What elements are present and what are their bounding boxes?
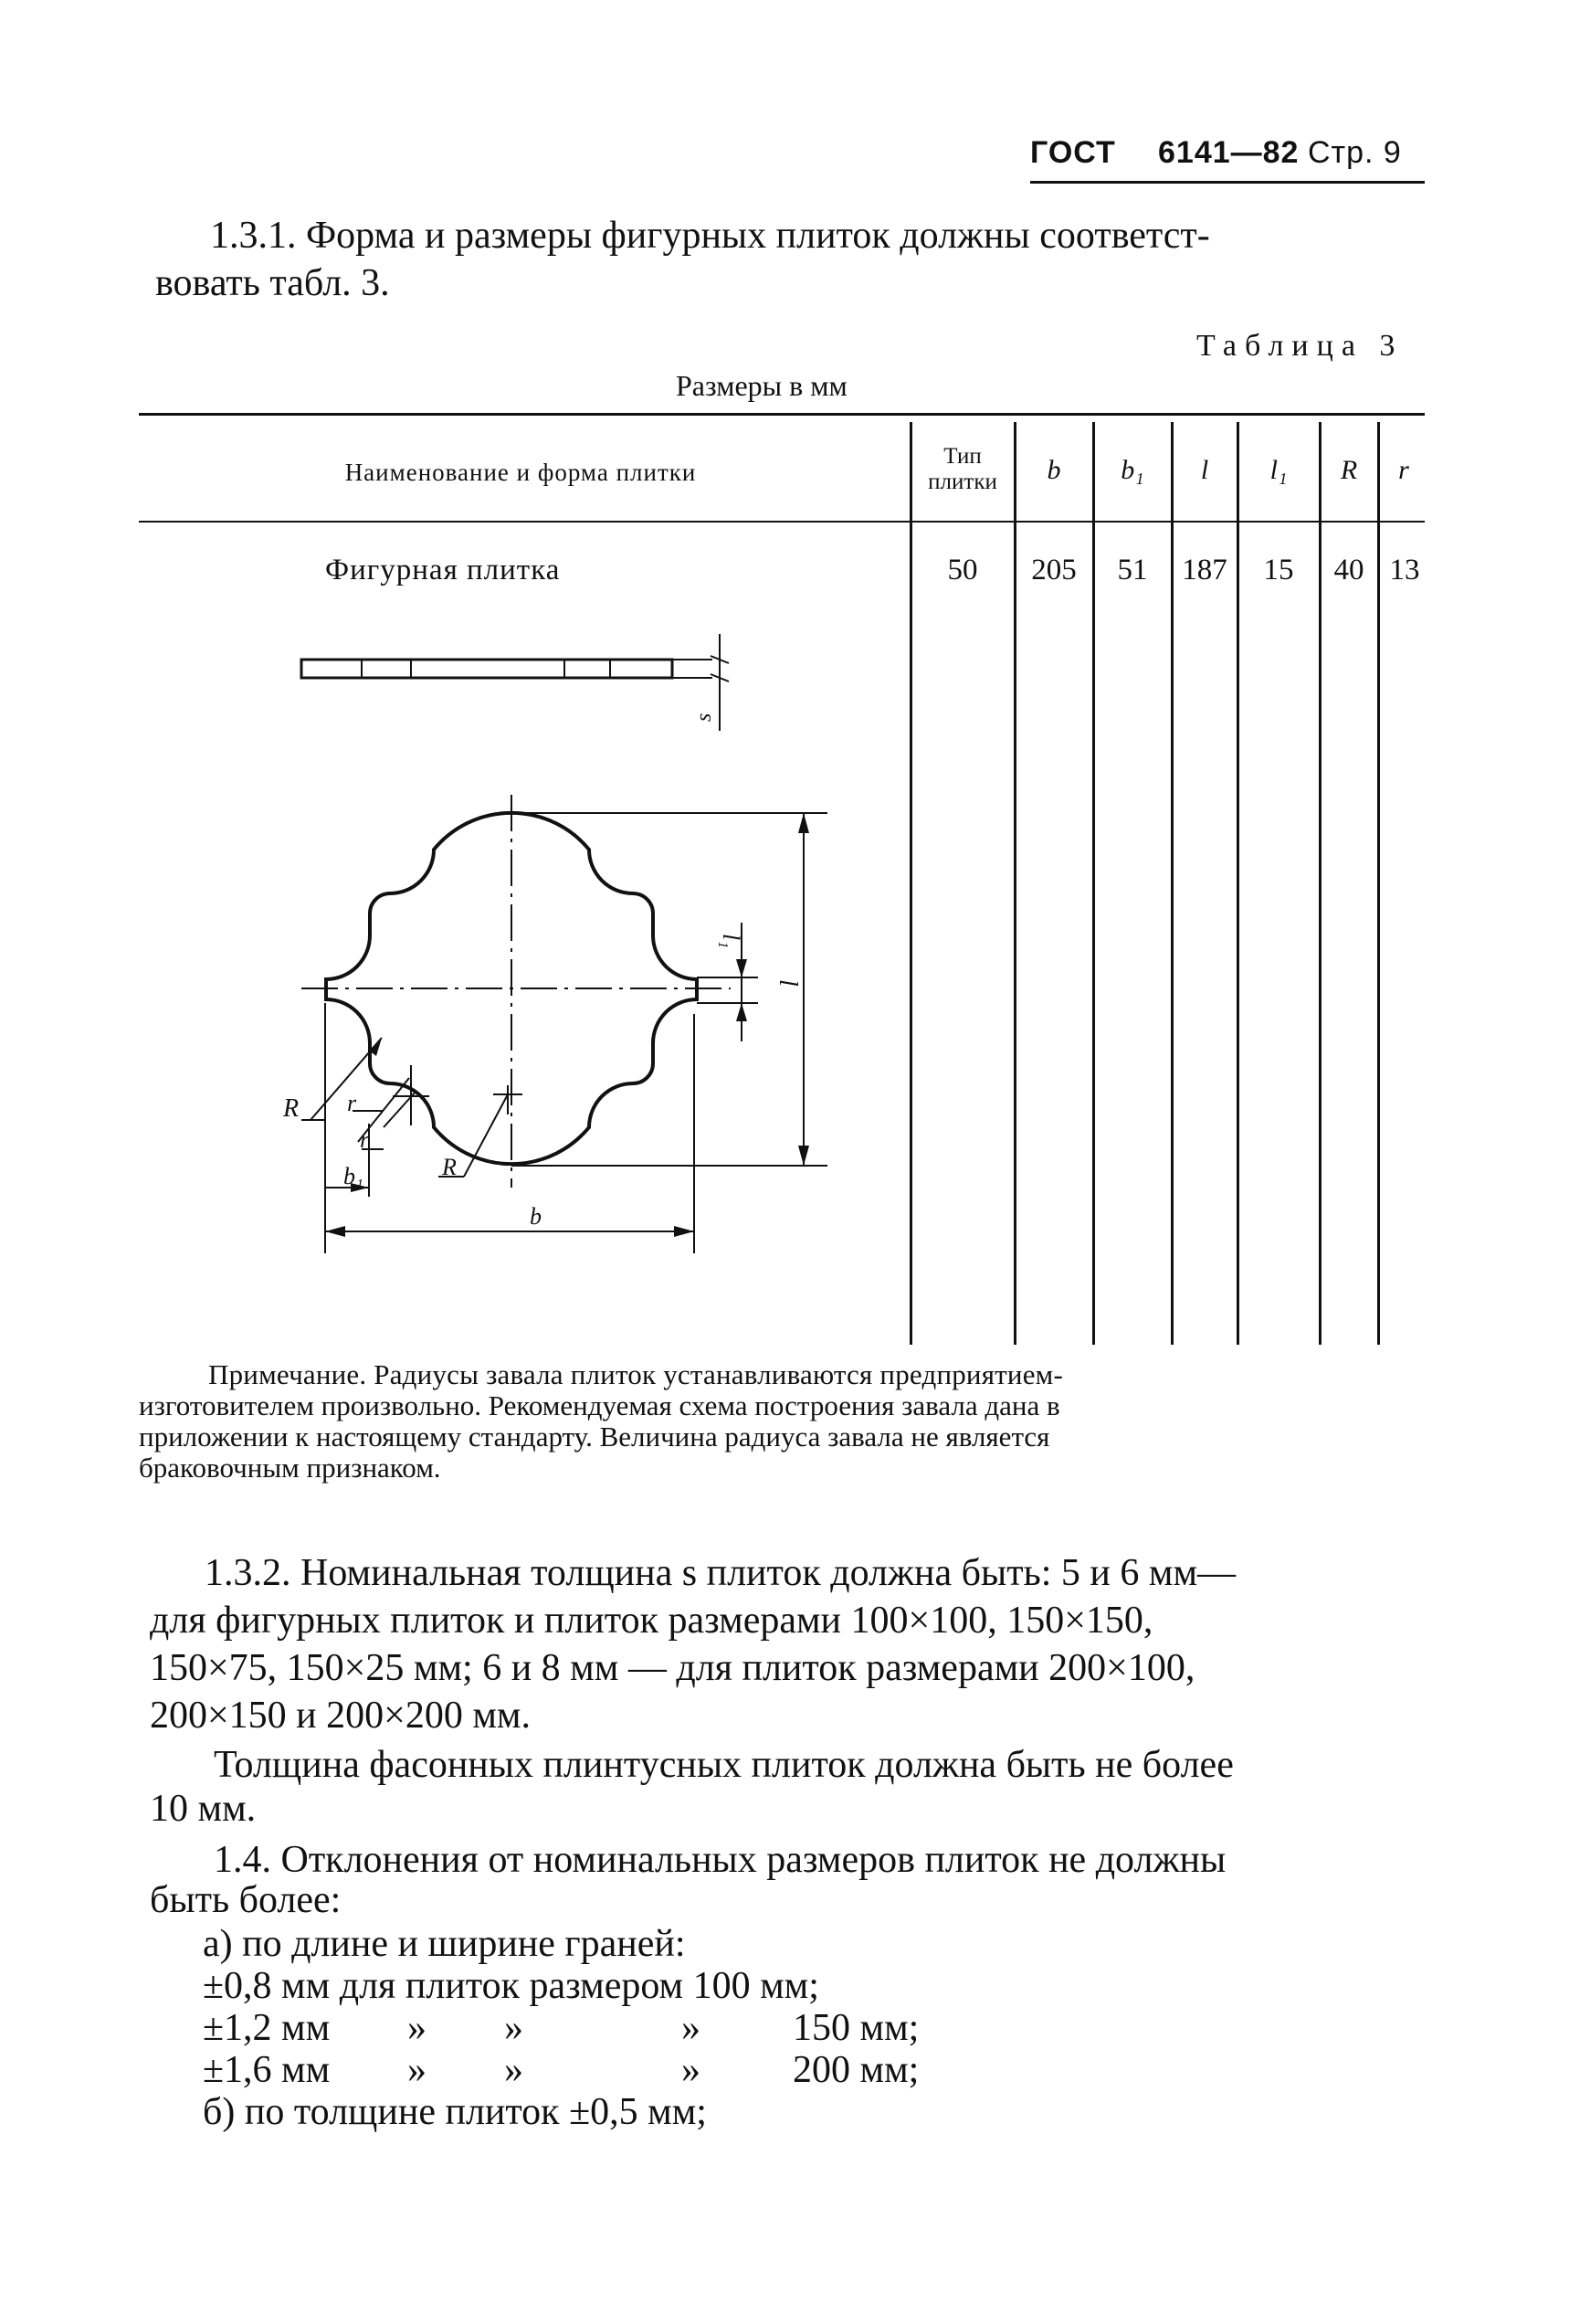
text-line: для фигурных плиток и плиток размерами 100×100, 150×150,: [150, 1600, 1153, 1642]
row-name: Фигурная плитка: [325, 554, 561, 586]
tolerance-value: ±1,6 мм: [203, 2049, 331, 2091]
paragraph-1-4: [150, 1836, 1428, 2202]
ditto-mark: »: [681, 2049, 700, 2091]
table-units: Размеры в мм: [676, 369, 848, 402]
text-line: 200×150 и 200×200 мм.: [150, 1695, 532, 1737]
note-line: приложении к настоящему стандарту. Величина радиуса завала не является: [139, 1421, 1050, 1452]
text-line: 150×75, 150×25 мм; 6 и 8 мм — для плиток размерами 200×100,: [150, 1647, 1195, 1689]
header-b1: b₁: [1121, 455, 1144, 485]
arrowheads: [325, 813, 809, 1237]
header-l: l: [1200, 455, 1209, 485]
ditto-mark: »: [681, 2007, 700, 2049]
label-R-inner: R: [442, 1154, 457, 1180]
label-l1: l₁: [718, 934, 744, 949]
ditto-mark: »: [504, 2007, 523, 2049]
header-name-shape: Наименование и форма плитки: [344, 459, 697, 486]
size-value: 150 мм;: [793, 2007, 920, 2049]
text-line: Толщина фасонных плинтусных плиток должна быть не более: [214, 1744, 1234, 1786]
cell-b1: 51: [1117, 554, 1148, 586]
tile-side-view: [301, 634, 729, 731]
label-s: s: [692, 713, 716, 722]
cell-b: 205: [1031, 554, 1077, 586]
size-value: 200 мм;: [793, 2049, 920, 2091]
label-r-outer: r: [347, 1090, 357, 1116]
text-line: вовать табл. 3.: [155, 262, 390, 304]
label-b: b: [530, 1203, 542, 1230]
note-line: браковочным признаком.: [139, 1452, 441, 1484]
cell-l1: 15: [1263, 554, 1294, 586]
ditto-mark: »: [407, 2007, 426, 2049]
text-line: быть более:: [150, 1879, 342, 1921]
label-r-inner: r: [360, 1126, 370, 1153]
tolerance-line: ±0,8 мм для плиток размером 100 мм;: [203, 1965, 819, 2007]
label-l: l: [774, 979, 802, 987]
ditto-mark: »: [407, 2049, 426, 2091]
text-line: 10 мм.: [150, 1788, 257, 1830]
header-standard-code: 6141—82: [1158, 135, 1300, 170]
table-title: Таблица 3: [1196, 329, 1404, 363]
list-item-b: б) по толщине плиток ±0,5 мм;: [203, 2091, 707, 2133]
table-note: [139, 1359, 1427, 1496]
text-line: 1.4. Отклонения от номинальных размеров плиток не должны: [214, 1839, 1227, 1881]
dimension-lines: [301, 813, 827, 1253]
header-R: R: [1340, 455, 1358, 485]
header-gost: ГОСТ: [1030, 135, 1116, 170]
header-b: b: [1047, 455, 1061, 485]
cell-r: 13: [1389, 554, 1420, 586]
tolerance-line: [203, 2046, 920, 2094]
text-line: 1.3.2. Номинальная толщина s плиток должна быть: 5 и 6 мм—: [205, 1552, 1237, 1594]
text-line: 1.3.1. Форма и размеры фигурных плиток должны соответст-: [210, 215, 1210, 257]
list-item-a: а) по длине и ширине граней:: [203, 1923, 686, 1965]
label-R-outer: R: [283, 1094, 300, 1123]
tolerance-value: ±1,2 мм: [203, 2007, 331, 2049]
header-tile-type: Тип плитки: [928, 444, 997, 494]
header-r: r: [1398, 455, 1409, 485]
cell-R: 40: [1333, 554, 1364, 586]
paragraph-thickness: [150, 1741, 1428, 1842]
header-page-number: Стр. 9: [1308, 135, 1402, 170]
tolerance-line: [203, 2004, 920, 2052]
cell-type: 50: [947, 554, 978, 586]
ditto-mark: »: [504, 2049, 523, 2091]
note-line: Примечание. Радиусы завала плиток устанавливаются предприятием-: [208, 1358, 1064, 1390]
paragraph-1-3-2: [150, 1549, 1428, 1750]
label-b1: b₁: [343, 1163, 364, 1189]
note-line: изготовителем произвольно. Рекомендуемая схема построения завала дана в: [139, 1389, 1060, 1421]
header-l1: l₁: [1269, 455, 1288, 485]
cell-l: 187: [1182, 554, 1227, 586]
